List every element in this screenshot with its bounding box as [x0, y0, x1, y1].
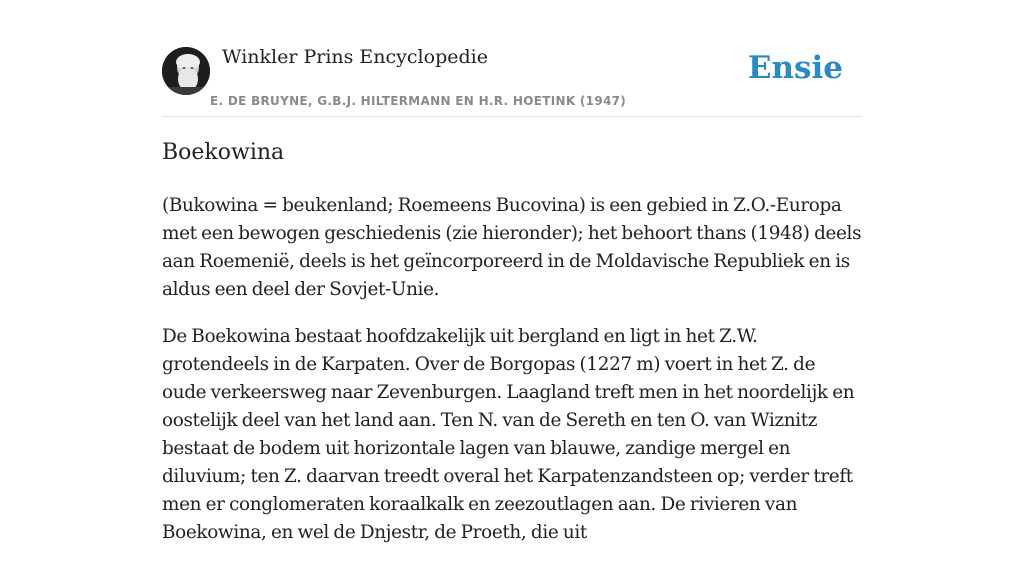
article-paragraph: De Boekowina bestaat hoofdzakelijk uit bergland en ligt in het Z.W. grotendeels in de Karpaten. Over de Borgopas (1227 m) voert in het Z. de oude verkeersweg naar Zevenburgen. Laagland treft men in het noordelijk en oostelijk deel van het land aan. Ten N. van de Sereth en ten O. van Wiznitz bestaat de bodem uit horizontale lagen van blauwe, zandige mergel en diluvium; ten Z. daarvan treedt overal het Karpatenzandsteen op; verder treft men er conglomeraten koraalkalk en zeezoutlagen aan. De rivieren van Boekowina, en wel de Dnjestr, de Proeth, die uit [162, 326, 855, 543]
site-header [162, 0, 862, 117]
authors-line: E. DE BRUYNE, G.B.J. HILTERMANN EN H.R. HOETINK (1947) [210, 94, 627, 108]
article-paragraph: (Bukowina = beukenland; Roemeens Bucovina) is een gebied in Z.O.-Europa met een bewogen geschiedenis (zie hieronder); het behoort thans (1948) deels aan Roemenië, deels is het geïncorporeerd in de Moldavische Republiek en is aldus een deel der Sovjet-Unie. [162, 195, 862, 300]
portrait-photo-icon[interactable] [162, 47, 210, 95]
site-title[interactable]: Winkler Prins Encyclopedie [222, 46, 488, 68]
article-title: Boekowina [162, 140, 285, 165]
article-body [162, 192, 862, 566]
ensie-logo-link[interactable]: Ensie [747, 50, 843, 86]
page [162, 0, 862, 543]
